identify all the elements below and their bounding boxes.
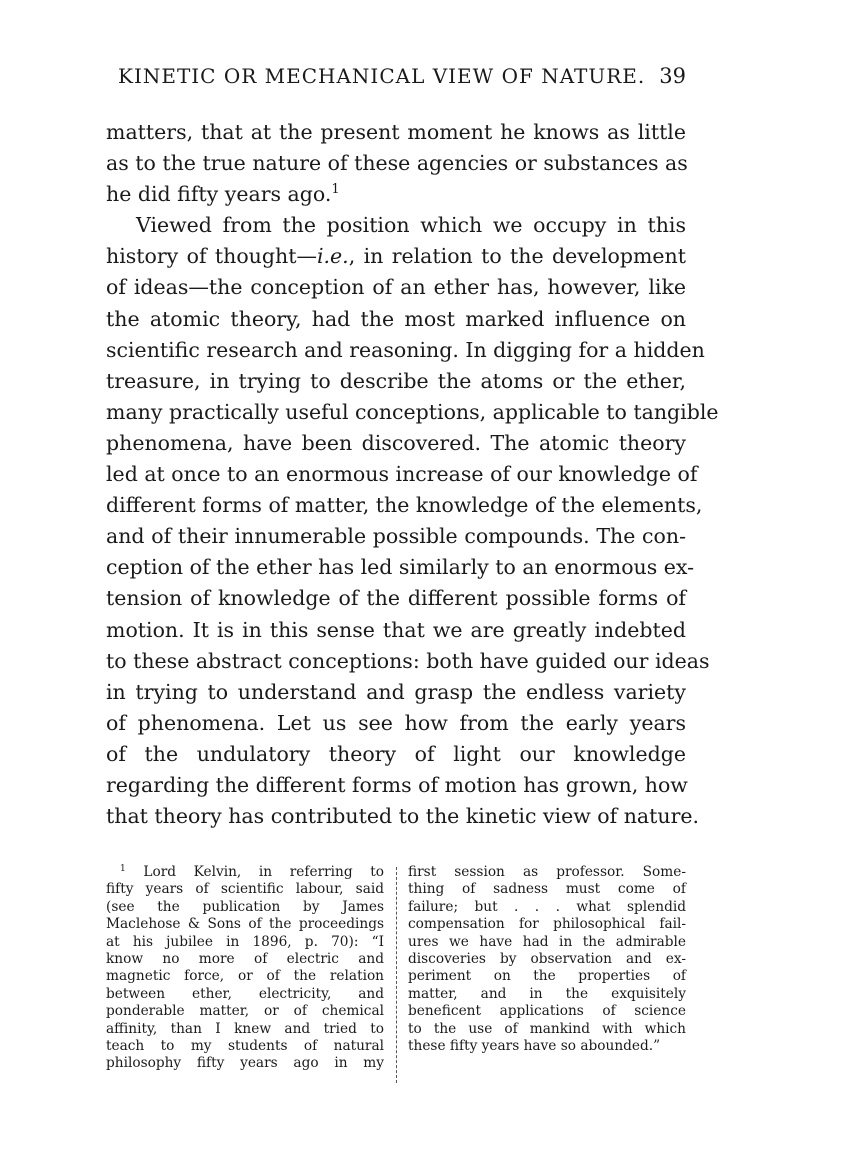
footnote-line: ponderable matter, or of chemical	[106, 1003, 384, 1020]
body-line: regarding the different forms of motion has grown, how	[106, 772, 688, 797]
body-line: that theory has contributed to the kinetic view of nature.	[106, 804, 700, 829]
footnote-line: these fifty years have so abounded.”	[408, 1037, 661, 1054]
footnote-line: periment on the properties of	[408, 968, 686, 985]
body-line: tension of knowledge of the different possible forms of	[106, 586, 686, 611]
body-line	[106, 179, 686, 210]
body-line: phenomena, have been discovered. The atomic theory	[106, 430, 686, 455]
footnote-line: teach to my students of natural	[106, 1037, 384, 1054]
footnote-reference: 1	[331, 182, 340, 198]
body-line: of phenomena. Let us see how from the early years	[106, 710, 686, 735]
footnote-line: matter, and in the exquisitely	[408, 985, 686, 1002]
footnote-line: at his jubilee in 1896, p. 70): “I	[106, 933, 384, 950]
body-line: matters, that at the present moment he knows as little	[106, 120, 686, 144]
footnote-line: magnetic force, or of the relation	[106, 968, 384, 985]
body-line: as to the true nature of these agencies or substances as	[106, 151, 688, 176]
footnote-line: know no more of electric and	[106, 950, 384, 967]
footnote-line: first session as professor. Some-	[408, 864, 686, 880]
body-line: many practically useful conceptions, applicable to tangible	[106, 399, 719, 424]
footnote-line-text: Lord Kelvin, in referring to	[143, 864, 384, 880]
running-head	[108, 64, 686, 94]
footnote-line: philosophy fifty years ago in my	[106, 1055, 384, 1072]
page-number: 39	[659, 64, 686, 88]
body-line: led at once to an enormous increase of our knowledge of	[106, 462, 698, 487]
body-line: the atomic theory, had the most marked influence on	[106, 306, 686, 331]
footnote-line: thing of sadness must come of	[408, 881, 686, 898]
footnote-line: to the use of mankind with which	[408, 1020, 686, 1037]
ie-abbreviation: i.e.	[316, 244, 349, 269]
footnote-line	[106, 864, 384, 881]
footnote-line: fifty years of scientific labour, said	[106, 881, 384, 898]
footnote-line: compensation for philosophical fail-	[408, 916, 686, 933]
body-line: of ideas—the conception of an ether has, however, like	[106, 275, 686, 300]
footnote-line: beneficent applications of science	[408, 1003, 686, 1020]
body-line	[106, 241, 686, 272]
footnote-marker: 1	[120, 864, 126, 874]
footnote-line: ures we have had in the admirable	[408, 933, 686, 950]
footnote-line: affinity, than I knew and tried to	[106, 1020, 384, 1037]
body-line-text: he did fifty years ago.	[106, 182, 332, 207]
body-line-text: history of thought—	[106, 244, 317, 269]
body-line: to these abstract conceptions: both have guided our ideas	[106, 648, 710, 673]
footnote-right-column	[408, 864, 686, 1055]
body-line: and of their innumerable possible compounds. The con-	[106, 524, 686, 549]
footnote-line: Maclehose & Sons of the proceedings	[106, 916, 384, 933]
footnote-line: failure; but . . . what splendid	[408, 898, 686, 915]
body-line: treasure, in trying to describe the atoms or the ether,	[106, 368, 686, 393]
body-line: scientific research and reasoning. In digging for a hidden	[106, 337, 705, 362]
footnote-line: between ether, electricity, and	[106, 985, 384, 1002]
body-text	[106, 117, 719, 832]
footnote-left-column	[106, 864, 384, 1073]
running-head-title: KINETIC OR MECHANICAL VIEW OF NATURE.	[118, 64, 646, 88]
body-line: different forms of matter, the knowledge of the elements,	[106, 493, 703, 518]
body-line: of the undulatory theory of light our knowledge	[106, 741, 686, 766]
body-line: ception of the ether has led similarly to an enormous ex-	[106, 555, 695, 580]
footnote-line: (see the publication by James	[106, 898, 384, 915]
body-line: motion. It is in this sense that we are greatly indebted	[106, 617, 686, 642]
body-line: Viewed from the position which we occupy in this	[136, 213, 686, 238]
column-divider	[396, 867, 397, 1083]
footnote-line: discoveries by observation and ex-	[408, 950, 686, 967]
body-line-text: , in relation to the development	[348, 244, 686, 269]
body-line: in trying to understand and grasp the endless variety	[106, 679, 686, 704]
